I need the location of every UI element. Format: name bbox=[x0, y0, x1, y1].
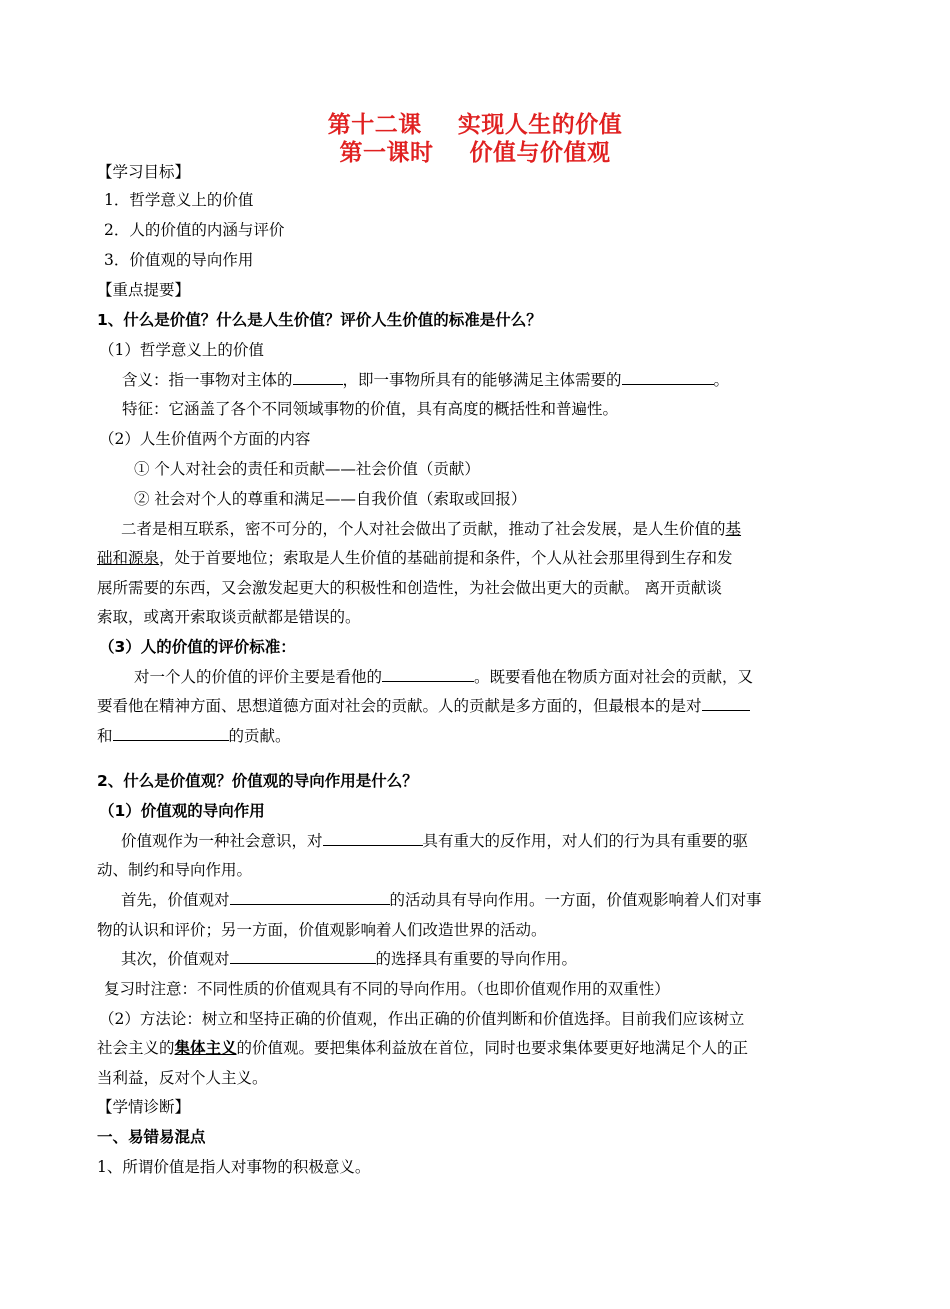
answer-blank[interactable] bbox=[113, 726, 229, 741]
section-1-title: （1）哲学意义上的价值 bbox=[99, 341, 264, 359]
section-3-title: （3）人的价值的评价标准： bbox=[99, 638, 296, 656]
answer-blank[interactable] bbox=[230, 949, 376, 964]
paragraph-line: 展所需要的东西，又会激发起更大的积极性和创造性，为社会做出更大的贡献。 离开贡献谈 bbox=[97, 579, 722, 597]
period-name: 价值与价值观 bbox=[469, 140, 611, 166]
paragraph-line: 二者是相互联系，密不可分的，个人对社会做出了贡献，推动了社会发展，是人生价值的基 bbox=[121, 520, 742, 538]
lesson-name: 实现人生的价值 bbox=[457, 112, 623, 138]
diagnosis-subheading: 一、易错易混点 bbox=[97, 1128, 206, 1146]
meaning-line: 含义：指一事物对主体的 ，即一事物所具有的能够满足主体需要的 。 bbox=[122, 371, 730, 389]
diagnosis-heading: 【学情诊断】 bbox=[97, 1098, 191, 1116]
standard-line: 要看他在精神方面、思想道德方面对社会的贡献。人的贡献是多方面的，但最根本的是对 bbox=[97, 696, 750, 716]
key-points-heading: 【重点提要】 bbox=[97, 281, 191, 299]
answer-blank[interactable] bbox=[622, 370, 714, 385]
value-view-line: 其次，价值观对 的选择具有重要的导向作用。 bbox=[121, 950, 578, 968]
feature-line: 特征：它涵盖了各个不同领域事物的价值，具有高度的概括性和普遍性。 bbox=[122, 400, 619, 418]
methodology-line: 当利益，反对个人主义。 bbox=[97, 1069, 268, 1087]
value-view-section-title: （1）价值观的导向作用 bbox=[99, 802, 265, 820]
answer-blank[interactable] bbox=[293, 370, 343, 385]
value-view-line: 首先，价值观对 的活动具有导向作用。一方面，价值观影响着人们对事 bbox=[121, 891, 762, 909]
goal-item: 1．哲学意义上的价值 bbox=[104, 191, 254, 209]
standard-line: 和 的贡献。 bbox=[97, 727, 291, 745]
value-view-line: 物的认识和评价；另一方面，价值观影响着人们改造世界的活动。 bbox=[97, 921, 547, 939]
value-view-line: 动、制约和导向作用。 bbox=[97, 861, 253, 879]
paragraph-line: 础和源泉，处于首要地位；索取是人生价值的基础前提和条件，个人从社会那里得到生存和发 bbox=[97, 549, 733, 567]
paragraph-line: 索取，或离开索取谈贡献都是错误的。 bbox=[97, 608, 361, 626]
answer-blank[interactable] bbox=[702, 696, 750, 711]
answer-blank[interactable] bbox=[230, 890, 390, 905]
standard-line: 对一个人的价值的评价主要是看他的 。既要看他在物质方面对社会的贡献，又 bbox=[134, 668, 754, 686]
question-1: 1、什么是价值？什么是人生价值？评价人生价值的标准是什么？ bbox=[97, 311, 542, 329]
answer-blank[interactable] bbox=[323, 831, 423, 846]
review-note: 复习时注意：不同性质的价值观具有不同的导向作用。（也即价值观作用的双重性） bbox=[104, 980, 670, 998]
methodology-line: （2）方法论：树立和坚持正确的价值观，作出正确的价值判断和价值选择。目前我们应该树立 bbox=[99, 1010, 745, 1028]
diagnosis-item: 1、所谓价值是指人对事物的积极意义。 bbox=[97, 1158, 371, 1176]
section-2-title: （2）人生价值两个方面的内容 bbox=[99, 430, 311, 448]
goal-item: 3．价值观的导向作用 bbox=[104, 251, 254, 269]
methodology-line: 社会主义的集体主义的价值观。要把集体利益放在首位，同时也要求集体要更好地满足个人的正 bbox=[97, 1039, 749, 1057]
value-item: ① 个人对社会的责任和贡献——社会价值（贡献） bbox=[134, 460, 480, 478]
answer-blank[interactable] bbox=[382, 667, 474, 682]
value-item: ② 社会对个人的尊重和满足——自我价值（索取或回报） bbox=[134, 490, 527, 508]
period-number: 第一课时 bbox=[339, 140, 434, 166]
question-2: 2、什么是价值观？价值观的导向作用是什么？ bbox=[97, 772, 418, 790]
lesson-number: 第十二课 bbox=[327, 112, 422, 138]
value-view-line: 价值观作为一种社会意识，对 具有重大的反作用，对人们的行为具有重要的驱 bbox=[121, 832, 749, 850]
goals-heading: 【学习目标】 bbox=[97, 163, 191, 181]
goal-item: 2．人的价值的内涵与评价 bbox=[104, 221, 285, 239]
